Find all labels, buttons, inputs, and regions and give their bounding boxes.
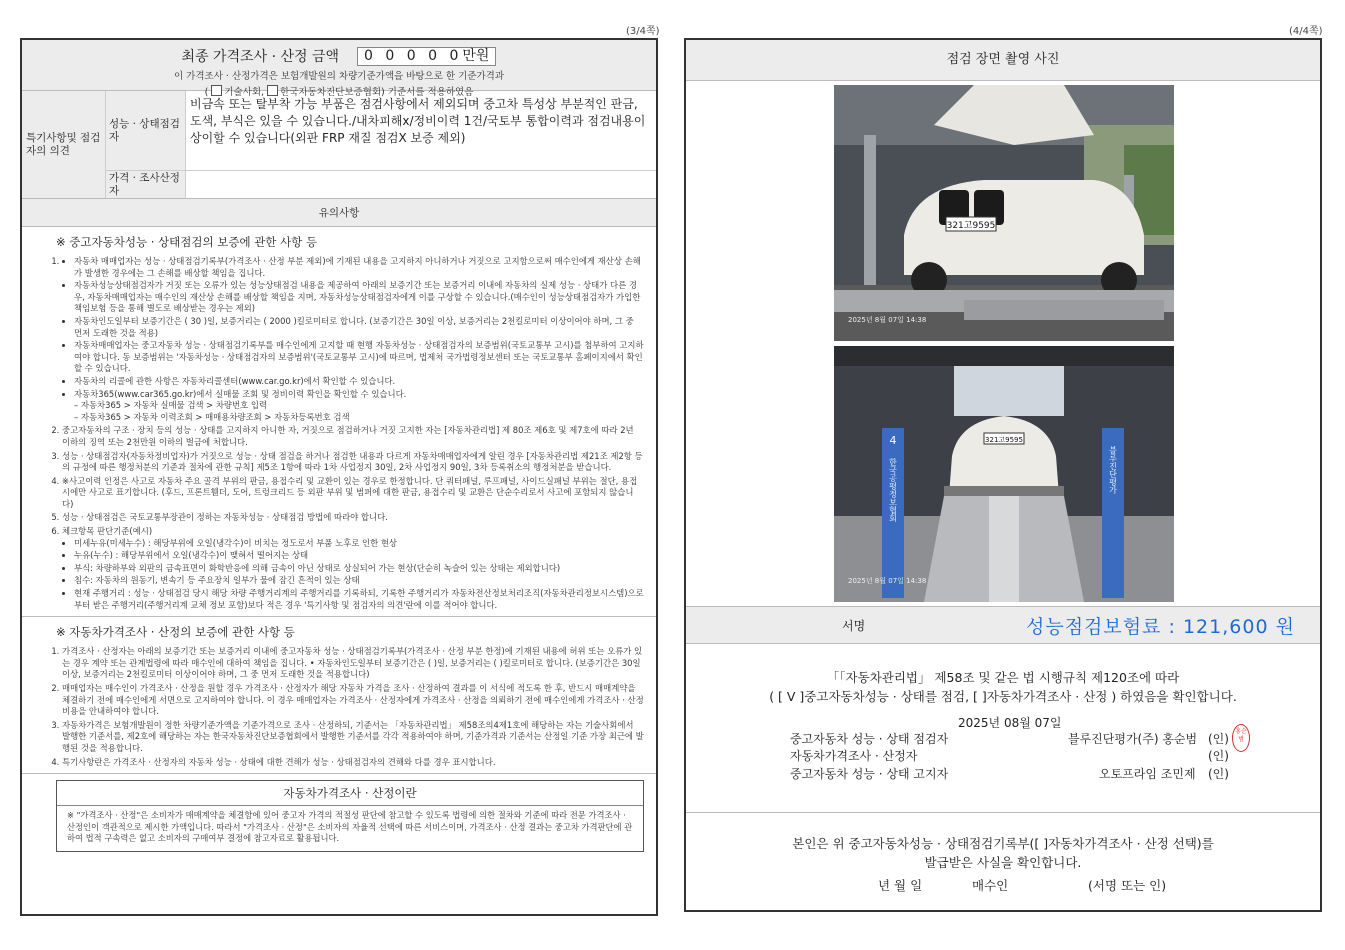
signature-row — [686, 606, 1320, 644]
definition-title: 자동차가격조사 · 산정이란 — [57, 781, 643, 806]
right-page — [684, 38, 1322, 912]
list-item — [74, 389, 644, 424]
page-number-left: (3/4쪽) — [626, 26, 660, 37]
photo2-timestamp: 2025년 8월 07일 14:38 — [848, 577, 927, 585]
option-kadwa: 한국자동차진단보증협회) 기준서를 적용하였음 — [280, 87, 474, 98]
list-item: • 자동차의 리콜에 관한 사항은 자동차리콜센터(www.car.go.kr)에서 확인할 수 있습니다. — [74, 376, 644, 388]
list-item — [62, 256, 644, 423]
section2-title: ※ 자동차가격조사 · 산정의 보증에 관한 사항 등 — [56, 625, 295, 640]
list-item: • 침수: 자동차의 원동기, 변속기 등 주요장치 일부가 물에 잠긴 흔적이 있는 상태 — [74, 575, 644, 587]
list-item: • 미세누유(미세누수) : 해당부위에 오일(냉각수)이 비치는 정도로서 부품 노후로 인한 현상 — [74, 538, 644, 550]
list-item: • 자동차매매업자는 중고자동차 성능 · 상태점검기록부를 매수인에게 고지할 때 현행 자동차성능 · 상태점검자의 보증범위(국토교통부 고시)를 첨부하여 고지하여야 합니다. 동 보증범위는 '자동차성능 · 상태점검자의 보증범위'(국토교통부 고시)에 따르며, 법제처 국가법령정보센터 또는 국토교통부 홈페이지에서 확인할 수 있습니다. — [74, 340, 644, 375]
receipt-line-2: 발급받은 사실을 확인합니다. — [924, 855, 1082, 870]
list-item: 3. 성능 · 상태점검자(자동차정비업자)가 거짓으로 성능 · 상태 점검을 하거나 점검한 내용과 다르게 자동차매매업자에게 알린 경우 [자동차관리법 제21조 제2항 등의 규정에 따른 행정처분의 기준과 절차에 관한 규칙] 제5조 1항에 따라 1차 사업정지 30일, 2차 사업정지 90일, 3차 등록취소의 행정처분을 받습니다. — [62, 451, 644, 474]
list-item — [62, 526, 644, 611]
role-inspector: 중고자동차 성능 · 상태 점검자 — [790, 732, 949, 746]
list-item: 5. 성능 · 상태점검은 국토교통부장관이 정하는 자동차성능 · 상태점검 방법에 따라야 합니다. — [62, 512, 644, 524]
price-unit: 만원 — [462, 47, 490, 64]
price-digits: 0 0 0 0 0 — [364, 47, 463, 64]
confirmation-line-1: 「「자동차관리법」 제58조 및 같은 법 시행규칙 제120조에 따라 — [826, 670, 1180, 685]
inspector-opinion-section — [22, 91, 656, 199]
definition-text: ※ "가격조사 · 산정"은 소비자가 매매계약을 체결함에 있어 중고자 가격의 적절성 판단에 참고할 수 있도록 법령에 의한 절차와 기준에 따라 전문 가격조사 · 산정인이 객관적으로 제시한 가액입니다. 따라서 "가격조사 · 산정"은 소비자의 자율적 선택에 따른 서비스이며, 가격조사 · 산정 결과는 중고차 가격판단에 관하여 법적 구속력은 없고 소비자의 구매여부 결정에 참고자료로 활용됩니다. — [67, 810, 633, 844]
insurance-fee: 성능점검보험료 : 121,600 원 — [1026, 616, 1295, 638]
section1-title: ※ 중고자동차성능 · 상태점검의 보증에 관한 사항 등 — [56, 235, 318, 249]
receipt-line-1: 본인은 위 중고자동차성능 · 상태점검기록부([ ]자동차가격조사 · 산정 선택)를 — [792, 836, 1214, 851]
seal-mark: (인) — [1208, 749, 1229, 763]
perf-inspector-label: 성능 · 상태점검자 — [106, 91, 186, 170]
option-tech-society: 기술사회, — [224, 87, 265, 98]
price-definition-box — [56, 780, 644, 852]
final-price-block — [22, 40, 656, 98]
booth-label: 블루진단평가 — [1108, 446, 1118, 494]
list-item: 4. ※사고이력 인정은 사고로 자동차 주요 골격 부위의 판금, 용접수리 및 교환이 있는 경우로 한정합니다. 단 쿼터패널, 루프패널, 사이드실패널 부위는 절단, 용접 시에만 사고로 표기합니다. (후드, 프론트휀더, 도어, 트렁크리드 등 외판 부위 및 범퍼에 대한 판금, 용접수리 및 교환은 단순수리로서 사고에 포함되지 않습니다) — [62, 476, 644, 511]
opinion-label: 특기사항및 점검자의 의견 — [22, 91, 106, 198]
list-item: • 현재 주행거리 : 성능 · 상태점검 당시 해당 차량 주행거리계의 주행거리를 기록하되, 기록한 주행거리가 자동차전산정보처리조직(자동차관리정보시스템)으로부터 받은 주행거리(주행거리계 교체 정보 포함)보다 적은 경우 '특기사항 및 점검자의 의견'란에 이를 적어야 합니다. — [74, 588, 644, 611]
red-seal-stamp: 홍순범 — [1232, 724, 1250, 752]
perf-inspector-opinion: 비금속 또는 탈부착 가능 부품은 점검사항에서 제외되며 중고차 특성상 부분적인 판금, 도색, 부식은 있을 수 있습니다./내차피해x/정비이력 1건/국토부 통합이력과 점검내용이 상이할 수 있습니다(외판 FRP 재질 점검X 보증 제외) — [190, 97, 646, 145]
paren-open: ( — [204, 87, 209, 98]
inspection-photo-front — [834, 85, 1174, 341]
inspector-name: 블루진단평가(주) 홍순범 — [1068, 732, 1198, 746]
role-notifier: 중고자동차 성능 · 상태 고지자 — [790, 767, 949, 781]
notice-heading: 유의사항 — [22, 199, 656, 227]
photo1-timestamp: 2025년 8월 07일 14:38 — [848, 316, 927, 324]
receipt-confirmation — [686, 834, 1320, 872]
confirmation-line-2: ( [ V ]중고자동차성능 · 상태를 점검, [ ]자동차가격조사 · 산정 ) 하였음을 확인합니다. — [769, 689, 1237, 704]
price-inspector-label: 가격 · 조사산정자 — [106, 171, 186, 198]
sign-or-seal: (서명 또는 인) — [1088, 878, 1167, 893]
list-item: • 자동차인도일부터 보증기간은 ( 30 )일, 보증거리는 ( 2000 )킬로미터로 합니다. (보증기간은 30일 이상, 보증거리는 2천킬로미터 이상이어야 하며, 그 중 먼저 도래한 것을 적용) — [74, 316, 644, 339]
car365-path1: – 자동차365 > 자동차 실매물 검색 > 차량번호 입력 — [74, 400, 268, 411]
list-item: • 1. 자동차 매매업자는 성능 · 상태점검기록부(가격조사 · 산정 부분 제외)에 기재된 내용을 고지하지 아니하거나 거짓으로 고지함으로써 매수인에게 재산상 손해가 발생한 경우에는 그 손해를 배상할 책임을 집니다. — [74, 256, 644, 279]
booth-number: 4 — [889, 434, 897, 447]
list-item: 2. 중고자동차의 구조 · 장치 등의 성능 · 상태를 고지하지 아니한 자, 거짓으로 점검하거나 거짓 고지한 자는 [자동차관리법] 제 80조 제6호 및 제7호에 따라 2년 이하의 징역 또는 2천만원 이하의 벌금에 처합니다. — [62, 425, 644, 448]
role-price-assessor: 자동차가격조사 · 산정자 — [790, 749, 918, 763]
list-item: • 자동차성능상태점검자가 거짓 또는 오류가 있는 성능상태점검 내용을 제공하여 아래의 보증기간 또는 보증거리 이내에 자동차의 실제 성능 · 상태가 다른 경우, 자동차매매업자는 매수인의 재산상 손해를 배상할 책임을 지며, 자동차성능상태점검자에게 이를 구상할 수 있습니다.(매수인이 성능상태점검자가 가입한 책임보험 등을 통해 별도로 배상받는 경우는 제외) — [74, 280, 644, 315]
buyer-label: 매수인 — [972, 878, 1009, 893]
section2-body — [22, 640, 656, 768]
booth-label: 한국공평정보협회 — [888, 458, 898, 522]
price-inspector-opinion — [186, 171, 656, 198]
seal-mark: (인) — [1208, 732, 1229, 746]
list-item: 4. 특기사항란은 가격조사 · 산정자의 자동차 성능 · 상태에 대한 견해가 성능 · 상태점검자의 견해와 다를 경우 표시합니다. — [62, 757, 644, 769]
divider — [686, 812, 1320, 813]
license-plate-front: 321고9595 — [946, 221, 996, 231]
photo-rear-illustration — [834, 346, 1174, 602]
list-item: • 누유(누수) : 해당부위에서 오일(냉각수)이 맺혀서 떨어지는 상태 — [74, 550, 644, 562]
divider — [22, 773, 656, 774]
section1-body — [22, 250, 656, 611]
inspection-date: 2025년 08월 07일 — [958, 716, 1062, 730]
list-item: 1. 가격조사 · 산정자는 아래의 보증기간 또는 보증거리 이내에 중고자동차 성능 · 상태점검기록부(가격조사 · 산정 부분 한정)에 기재된 내용에 허위 또는 오류가 있는 경우 계약 또는 관계법령에 따라 매수인에 대하여 책임을 집니다. • 자동차인도일부터 보증기간은 ( )일, 보증거리는 ( )킬로미터로 합니다. (보증기간은 30일 이상, 보증거리는 2천킬로미터 이상이어야 하며, 그 중 먼저 도래한 것을 적용합니다) — [62, 646, 644, 681]
check-criteria-title: 체크항목 판단기준(예시) — [62, 526, 153, 537]
car365-path2: – 자동차365 > 자동차 이력조회 > 매매용차량조회 > 자동차등록번호 검색 — [74, 411, 350, 422]
signature-label: 서명 — [842, 619, 866, 633]
price-amount-box — [357, 47, 496, 66]
price-note: 이 가격조사 · 산정가격은 보험개발원의 차량기준가액을 바탕으로 한 기준가격과 — [173, 71, 505, 82]
confirmation-text — [686, 668, 1320, 706]
car365-text: 자동차365(www.car365.go.kr)에서 실매물 조회 및 정비이력 확인을 확인할 수 있습니다. — [74, 388, 407, 399]
seal-mark: (인) — [1208, 767, 1229, 781]
inspection-photo-rear — [834, 346, 1174, 602]
list-item: 2. 매매업자는 매수인이 가격조사 · 산정을 원할 경우 가격조사 · 산정자가 해당 자동차 가격을 조사 · 산정하여 결과를 이 서식에 적도록 한 후, 반드시 매매계약을 체결하기 전에 매수인에게 서면으로 고지하여야 합니다. 이 경우 매매업자는 가격조사 · 산정자에게 가격조사 · 산정을 의뢰하기 전에 매수인에게 가격조사 · 산정 비용을 안내하여야 합니다. — [62, 683, 644, 718]
photo-section-title: 점검 장면 촬영 사진 — [686, 40, 1320, 81]
left-page — [20, 38, 658, 916]
list-item: • 부식: 차량하부와 외판의 금속표면이 화학반응에 의해 금속이 아닌 상태로 상실되어 가는 현상(단순히 녹슬어 있는 상태는 제외합니다) — [74, 563, 644, 575]
page-number-right: (4/4쪽) — [1289, 26, 1323, 37]
receipt-date: 년 월 일 — [878, 878, 923, 893]
notifier-name: 오토프라임 조민제 — [1099, 767, 1196, 781]
list-item: 3. 자동차가격은 보험개발원이 정한 차량기준가액을 기준가격으로 조사 · 산정하되, 기준서는 「자동차관리법」 제58조의4제1호에 해당하는 자는 기술사회에서 발행한 기준서를, 제2호에 해당하는 자는 한국자동차진단보증협회에서 발행한 기준서를 각각 적용하여야 하며, 기준가격과 기준서는 산정일 기준 가장 최근에 발행된 것을 적용합니다. — [62, 720, 644, 755]
price-title: 최종 가격조사 · 산정 금액 — [181, 49, 340, 65]
license-plate-rear: 321고9595 — [985, 436, 1023, 444]
photo-front-illustration — [834, 85, 1174, 341]
